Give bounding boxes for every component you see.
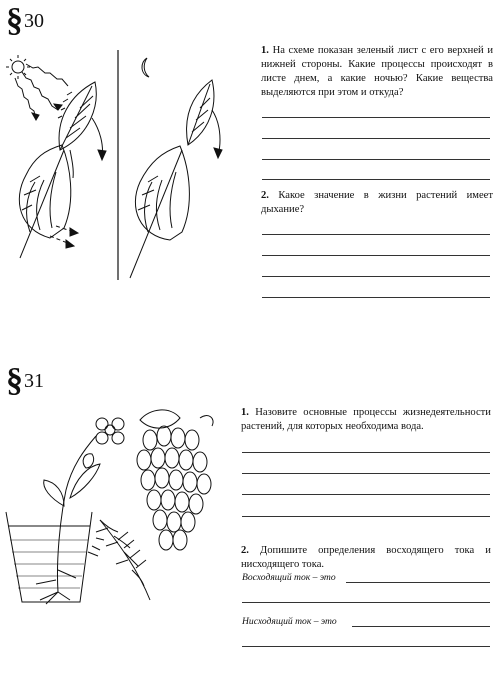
wheat-icon: [100, 520, 150, 600]
s31-question-2: [241, 544, 491, 572]
s30-q1-text: На схеме показан зеленый лист с его верхней и нижней стороны. Какие процессы происходят в листе днем, а какие ночью? Какие вещества выделяются при этом и откуда?: [261, 45, 493, 98]
s31-q2-number: 2.: [241, 545, 249, 556]
descending-answer-line-2[interactable]: [242, 646, 490, 647]
s31-q1-answer-line-1[interactable]: [242, 452, 490, 453]
s31-q2-text: Допишите определения восходящего тока и нисходящего тока.: [241, 545, 491, 570]
ascending-answer-line-2[interactable]: [242, 602, 490, 603]
s31-q1-answer-line-2[interactable]: [242, 473, 490, 474]
grapes-icon: [200, 416, 213, 426]
s31-q1-answer-line-4[interactable]: [242, 516, 490, 517]
ascending-answer-line-1[interactable]: [346, 582, 490, 583]
s31-question-1: [241, 406, 491, 434]
s30-q2-number: 2.: [261, 190, 269, 201]
s30-q2-text: Какое значение в жизни растений имеет дыхание?: [261, 190, 493, 215]
section-number: 30: [24, 10, 44, 32]
section-sign: §: [6, 2, 23, 39]
s30-q1-number: 1.: [261, 45, 269, 56]
s31-q1-text: Назовите основные процессы жизнедеятельности растений, для которых необходима вода.: [241, 407, 491, 432]
ascending-current-label: Восходящий ток – это: [242, 572, 336, 583]
section-number: 31: [24, 370, 44, 392]
descending-current-label: Нисходящий ток – это: [242, 616, 337, 627]
section-sign: §: [6, 362, 23, 399]
descending-answer-line-1[interactable]: [352, 626, 490, 627]
s31-q1-number: 1.: [241, 407, 249, 418]
s31-q1-answer-line-3[interactable]: [242, 494, 490, 495]
